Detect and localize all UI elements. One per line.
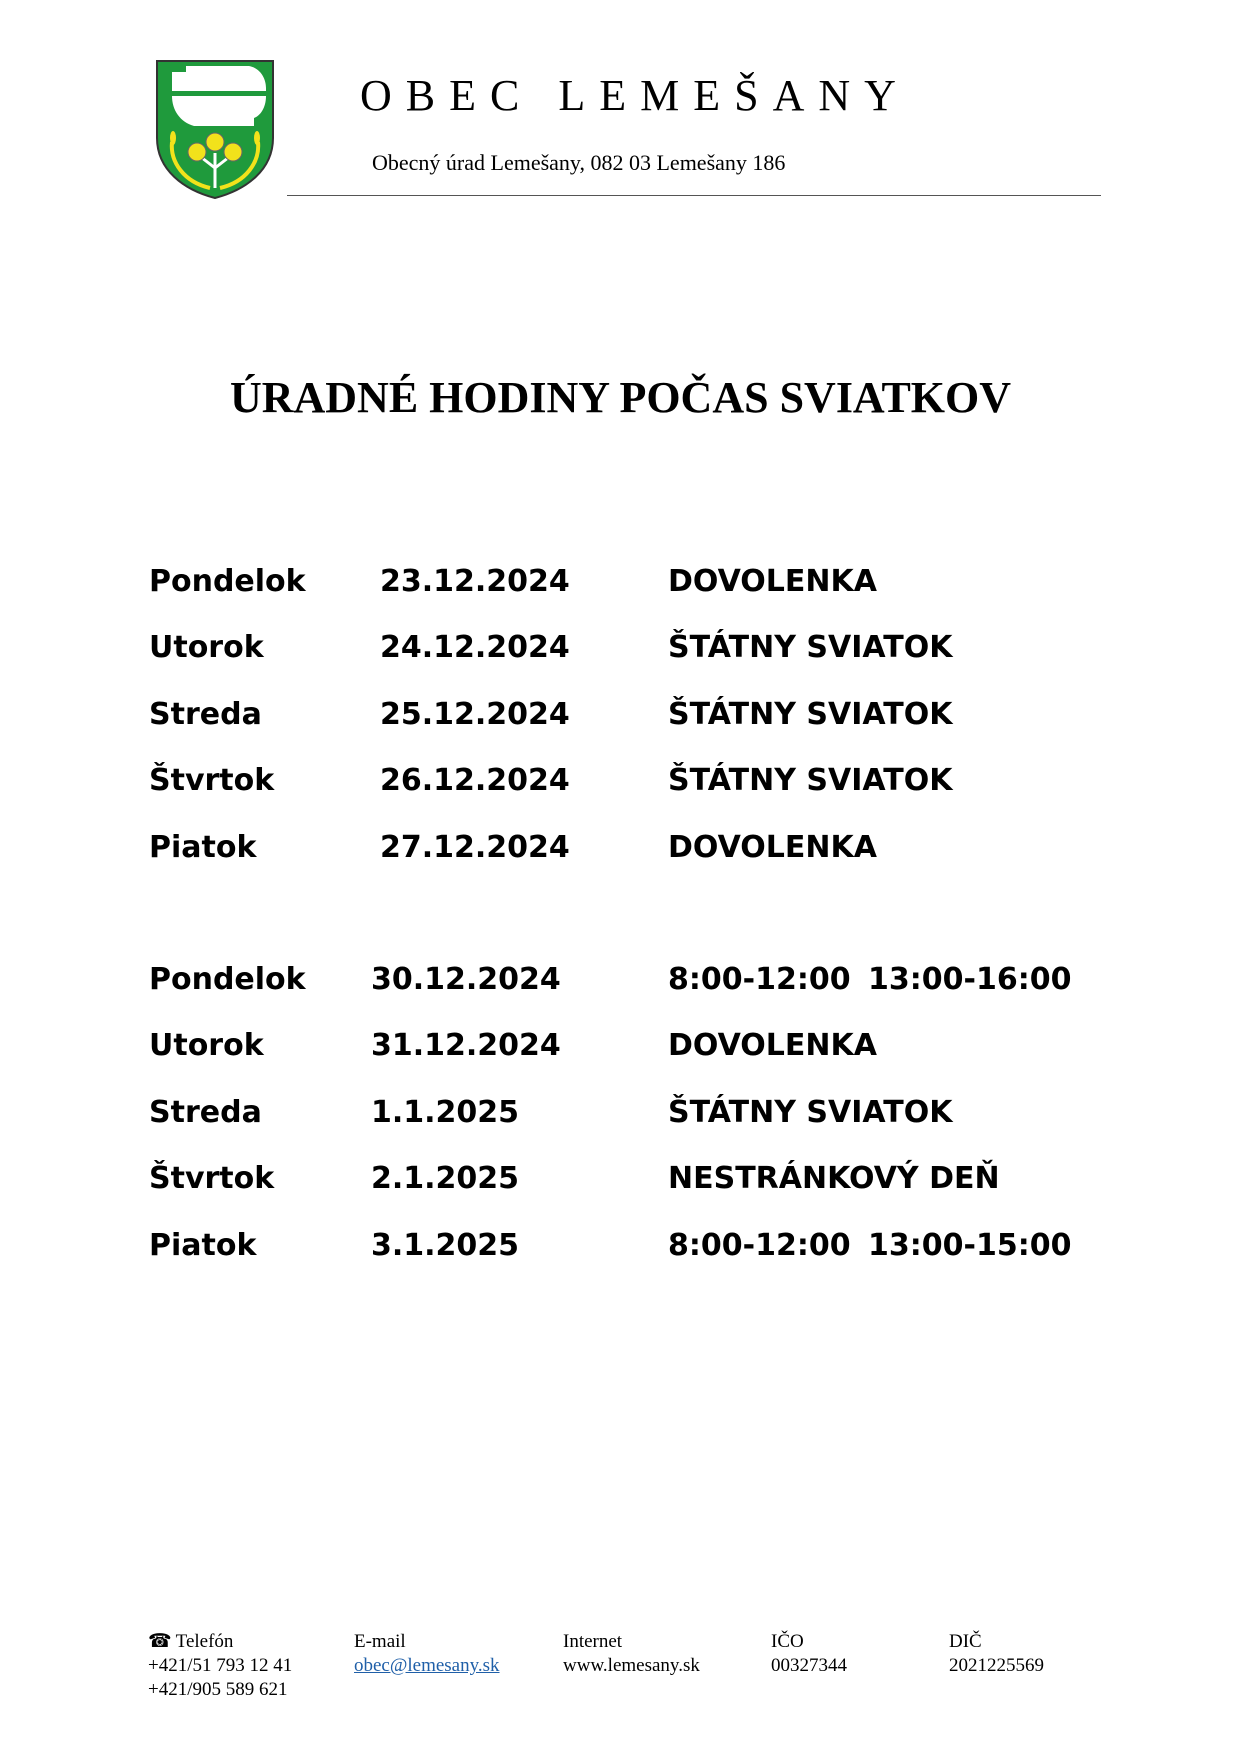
document-title: ÚRADNÉ HODINY POČAS SVIATKOV (229, 373, 1012, 422)
day-name: Utorok (149, 1028, 264, 1063)
status: 8:00-12:00 (668, 962, 851, 997)
status: NESTRÁNKOVÝ DEŇ (668, 1161, 1000, 1196)
status: ŠTÁTNY SVIATOK (668, 763, 953, 798)
status: 8:00-12:00 (668, 1228, 851, 1263)
day-name: Štvrtok (149, 1161, 275, 1196)
date: 26.12.2024 (380, 763, 570, 798)
status: DOVOLENKA (668, 830, 877, 865)
schedule-row (0, 1226, 1241, 1266)
email-link[interactable]: obec@lemesany.sk (354, 1655, 500, 1676)
organization-address: Obecný úrad Lemešany, 082 03 Lemešany 186 (372, 150, 786, 175)
phone-number-2: +421/905 589 621 (148, 1679, 288, 1700)
status: ŠTÁTNY SVIATOK (668, 630, 953, 665)
schedule-row (0, 695, 1241, 735)
day-name: Piatok (149, 830, 257, 865)
footer-dic (949, 1630, 1044, 1678)
afternoon-hours: 13:00-16:00 (868, 962, 1072, 997)
date: 25.12.2024 (380, 697, 570, 732)
date: 24.12.2024 (380, 630, 570, 665)
internet-label: Internet (563, 1631, 623, 1652)
date: 1.1.2025 (371, 1095, 520, 1130)
date: 27.12.2024 (380, 830, 570, 865)
phone-label: Telefón (175, 1631, 234, 1652)
phone-icon: ☎ (148, 1631, 172, 1652)
organization-name: OBEC LEMEŠANY (360, 71, 910, 120)
date: 31.12.2024 (371, 1028, 561, 1063)
date: 23.12.2024 (380, 564, 570, 599)
header-divider (287, 195, 1101, 196)
schedule-row (0, 562, 1241, 602)
day-name: Streda (149, 1095, 262, 1130)
status: ŠTÁTNY SVIATOK (668, 1095, 953, 1130)
footer-phone (148, 1630, 292, 1702)
schedule-row (0, 1093, 1241, 1133)
phone-number-1: +421/51 793 12 41 (148, 1655, 293, 1676)
coat-of-arms-logo (154, 58, 276, 200)
status: ŠTÁTNY SVIATOK (668, 697, 953, 732)
schedule-row (0, 761, 1241, 801)
footer-email (354, 1630, 500, 1678)
day-name: Streda (149, 697, 262, 732)
schedule-row (0, 828, 1241, 868)
footer-internet (563, 1630, 700, 1678)
date: 3.1.2025 (371, 1228, 520, 1263)
day-name: Pondelok (149, 564, 306, 599)
status: DOVOLENKA (668, 1028, 877, 1063)
footer-ico (771, 1630, 847, 1678)
schedule-row (0, 960, 1241, 1000)
day-name: Štvrtok (149, 763, 275, 798)
date: 2.1.2025 (371, 1161, 520, 1196)
website: www.lemesany.sk (563, 1655, 700, 1676)
ico-label: IČO (771, 1631, 804, 1652)
day-name: Pondelok (149, 962, 306, 997)
schedule-row (0, 1026, 1241, 1066)
afternoon-hours: 13:00-15:00 (868, 1228, 1072, 1263)
day-name: Utorok (149, 630, 264, 665)
day-name: Piatok (149, 1228, 257, 1263)
ico-value: 00327344 (771, 1655, 847, 1676)
schedule-row (0, 628, 1241, 668)
date: 30.12.2024 (371, 962, 561, 997)
status: DOVOLENKA (668, 564, 877, 599)
schedule-row (0, 1159, 1241, 1199)
dic-value: 2021225569 (949, 1655, 1044, 1676)
dic-label: DIČ (949, 1631, 982, 1652)
email-label: E-mail (354, 1631, 406, 1652)
